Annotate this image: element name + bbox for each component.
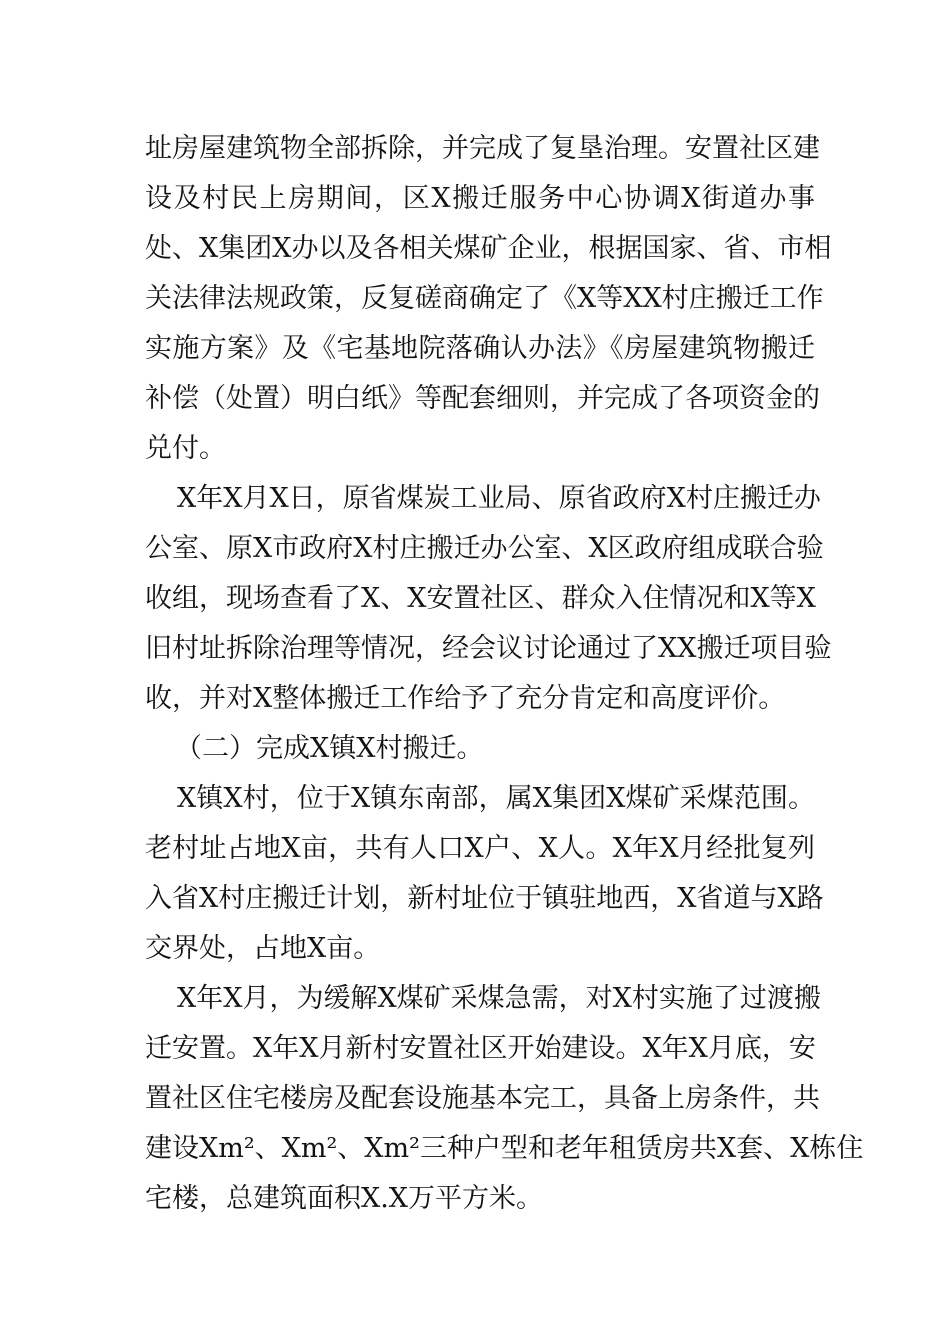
paragraph-relocation-completion	[145, 124, 832, 474]
text-line: X镇X村，位于X镇东南部，属X集团X煤矿采煤范围。	[177, 783, 815, 814]
text-line: 关法律法规政策，反复磋商确定了《X等XX村庄搬迁工作	[145, 283, 824, 314]
text-line: 处、X集团X办以及各相关煤矿企业，根据国家、省、市相	[145, 233, 832, 264]
text-line: 宅楼，总建筑面积X.X万平方米。	[145, 1183, 544, 1214]
text-line: 旧村址拆除治理等情况，经会议讨论通过了XX搬迁项目验	[145, 633, 832, 664]
text-line: 实施方案》及《宅基地院落确认办法》《房屋建筑物搬迁	[145, 333, 815, 364]
text-line: X年X月，为缓解X煤矿采煤急需，对X村实施了过渡搬	[177, 983, 821, 1014]
text-line: X年X月X日，原省煤炭工业局、原省政府X村庄搬迁办	[177, 483, 821, 514]
text-line: 迁安置。X年X月新村安置社区开始建设。X年X月底，安	[145, 1033, 816, 1064]
text-line: 收，并对X整体搬迁工作给予了充分肯定和高度评价。	[145, 683, 786, 714]
document-body	[145, 124, 864, 1224]
section-heading	[145, 724, 815, 774]
paragraph-resettlement-construction	[145, 974, 864, 1224]
text-line: 补偿（处置）明白纸》等配套细则，并完成了各项资金的	[145, 383, 820, 414]
paragraph-village-overview	[145, 774, 824, 974]
text-line: 公室、原X市政府X村庄搬迁办公室、X区政府组成联合验	[145, 533, 824, 564]
text-line: 收组，现场查看了X、X安置社区、群众入住情况和X等X	[145, 583, 816, 614]
heading-text: （二）完成X镇X村搬迁。	[175, 733, 484, 764]
text-line: 置社区住宅楼房及配套设施基本完工，具备上房条件，共	[145, 1083, 820, 1114]
text-line: 址房屋建筑物全部拆除，并完成了复垦治理。安置社区建	[145, 133, 820, 164]
text-line: 兑付。	[145, 433, 226, 464]
paragraph-joint-acceptance	[145, 474, 832, 724]
text-line: 入省X村庄搬迁计划，新村址位于镇驻地西，X省道与X路	[145, 883, 824, 914]
text-line: 老村址占地X亩，共有人口X户、X人。X年X月经批复列	[145, 833, 815, 864]
text-line: 建设Xm²、Xm²、Xm²三种户型和老年租赁房共X套、X栋住	[145, 1133, 864, 1164]
text-line: 交界处，占地X亩。	[145, 933, 381, 964]
text-line: 设及村民上房期间，区X搬迁服务中心协调X街道办事	[145, 183, 815, 214]
